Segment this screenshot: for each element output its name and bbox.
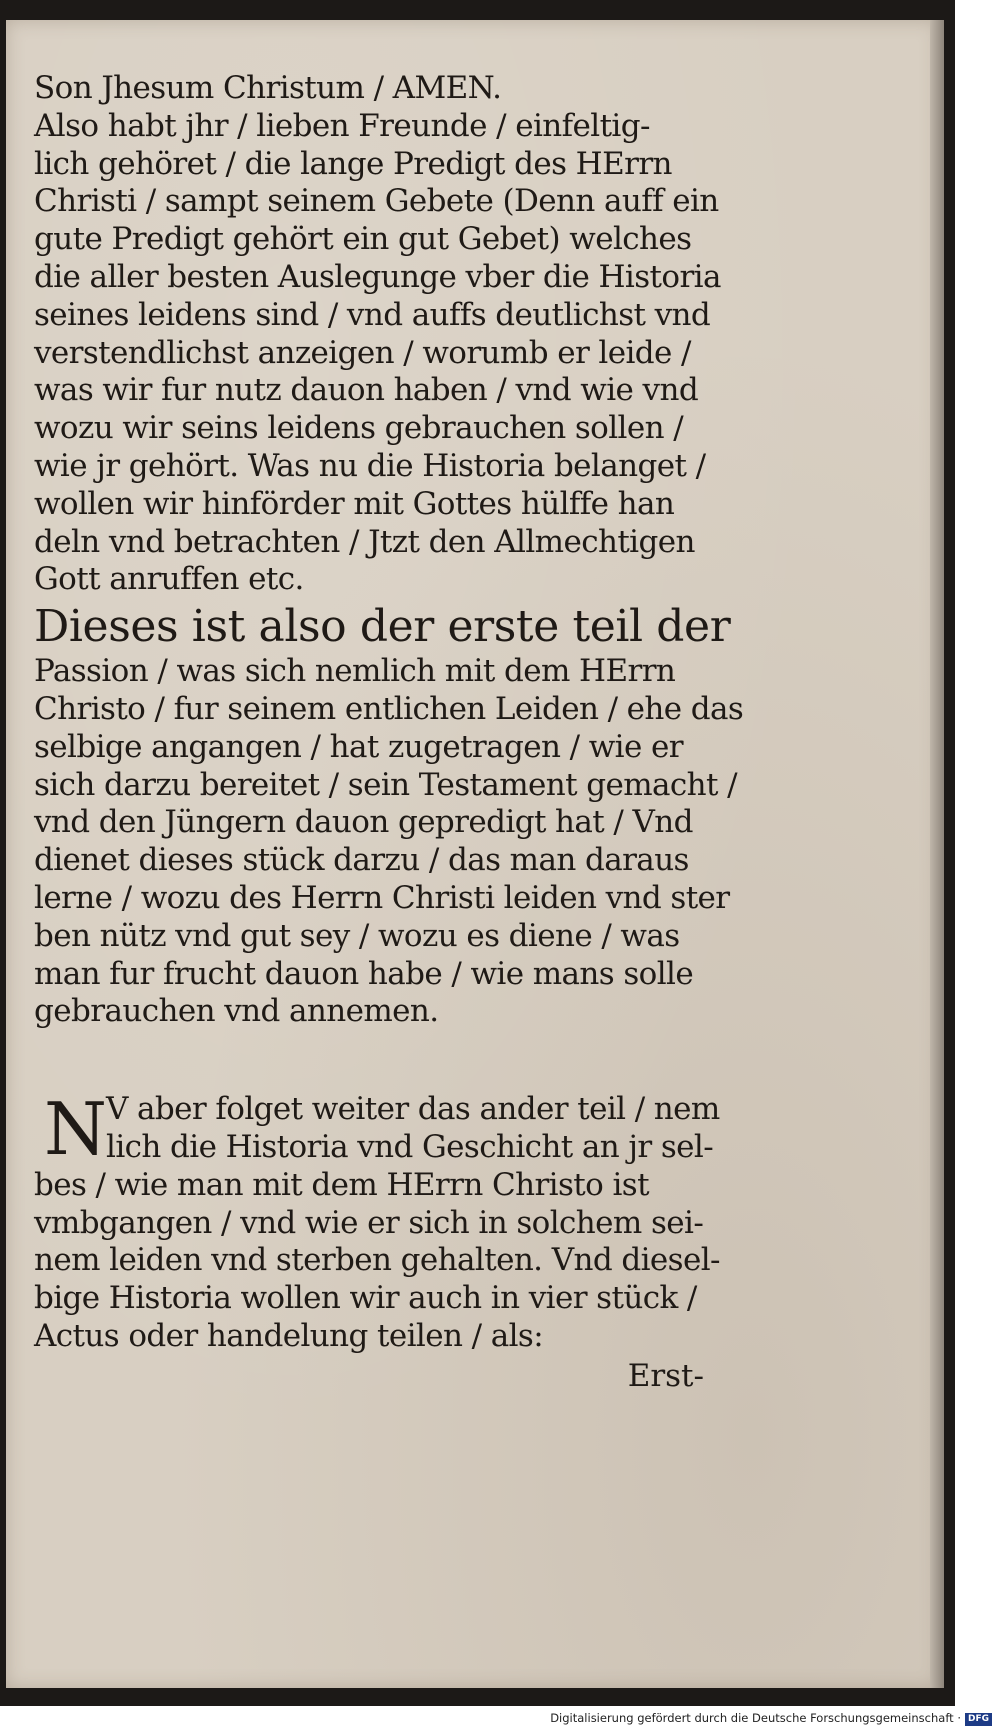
text-line: ben nütz vnd gut sey / wozu es diene / was — [34, 917, 680, 954]
text-line: sich darzu bereitet / sein Testament gemacht / — [34, 766, 738, 803]
page-text — [34, 70, 744, 1396]
text-block-1 — [34, 70, 724, 599]
text-line: Also habt jhr / lieben Freunde / einfeltig- — [34, 107, 650, 144]
text-line: bes / wie man mit dem HErrn Christo ist — [34, 1166, 649, 1203]
text-line: verstendlichst anzeigen / worumb er leide / — [34, 334, 691, 371]
text-line: selbige angangen / hat zugetragen / wie er — [34, 728, 683, 765]
text-line: wie jr gehört. Was nu die Historia belanget / — [34, 447, 706, 484]
text-line: bige Historia wollen wir auch in vier stück / — [34, 1280, 697, 1317]
footer-credit — [0, 1710, 1000, 1727]
dfg-logo: DFG — [965, 1713, 992, 1726]
text-line: nem leiden vnd sterben gehalten. Vnd diesel- — [34, 1242, 720, 1279]
text-line: was wir fur nutz dauon haben / vnd wie vnd — [34, 372, 699, 409]
text-line: Passion / was sich nemlich mit dem HErrn — [34, 653, 676, 690]
text-line: man fur frucht dauon habe / wie mans solle — [34, 955, 694, 992]
text-line: Christi / sampt seinem Gebete (Denn auff ein — [34, 183, 719, 220]
text-line: vnd den Jüngern dauon gepredigt hat / Vnd — [34, 804, 693, 841]
text-line: lich die Historia vnd Geschicht an jr sel- — [106, 1128, 714, 1165]
text-block-3 — [34, 1087, 724, 1395]
text-line: gute Predigt gehört ein gut Gebet) welches — [34, 221, 692, 258]
text-line: wozu wir seins leidens gebrauchen sollen / — [34, 410, 684, 447]
text-line: Gott anruffen etc. — [34, 561, 304, 598]
catchword: Erst- — [627, 1357, 704, 1394]
text-block-2 — [34, 653, 744, 1031]
initial-line-text: V aber folget weiter das ander teil / nem — [106, 1091, 720, 1128]
text-line: lerne / wozu des Herrn Christi leiden vnd ster — [34, 879, 730, 916]
drop-initial: N — [44, 1087, 107, 1172]
text-line: vmbgangen / vnd wie er sich in solchem sei- — [34, 1204, 704, 1241]
page-edge — [930, 20, 944, 1688]
section-heading: Dieses ist also der erste teil der — [34, 601, 731, 653]
text-line: gebrauchen vnd annemen. — [34, 993, 439, 1030]
text-line: seines leidens sind / vnd auffs deutlichst vnd — [34, 296, 711, 333]
text-line: deln vnd betrachten / Jtzt den Allmechtigen — [34, 523, 695, 560]
paragraph-gap — [34, 1031, 724, 1091]
text-line: Christo / fur seinem entlichen Leiden / ehe das — [34, 690, 744, 727]
footer-text: Digitalisierung gefördert durch die Deutsche Forschungsgemeinschaft · — [550, 1711, 961, 1725]
text-line: die aller besten Auslegunge vber die Historia — [34, 258, 721, 295]
text-line: Son Jhesum Christum / AMEN. — [34, 70, 502, 106]
text-line: dienet dieses stück darzu / das man daraus — [34, 842, 689, 879]
text-line: lich gehöret / die lange Predigt des HErrn — [34, 145, 672, 182]
text-line: wollen wir hinförder mit Gottes hülffe han — [34, 485, 675, 522]
text-line: Actus oder handelung teilen / als: — [34, 1317, 544, 1354]
